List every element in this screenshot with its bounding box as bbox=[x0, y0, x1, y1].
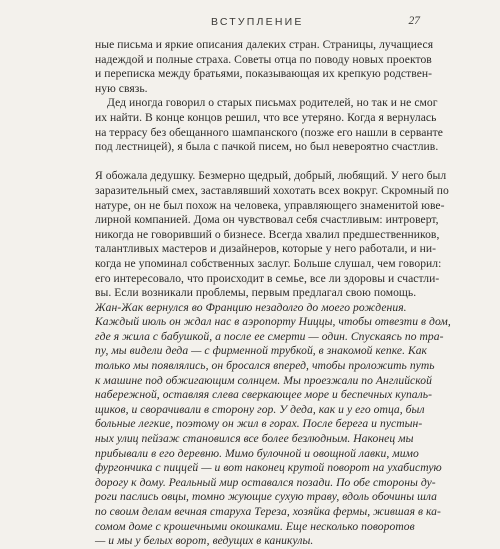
paragraph-1 bbox=[95, 38, 434, 96]
body-text bbox=[95, 38, 451, 549]
text-line: по своим делам вечная старуха Тереза, хозяйка фермы, жившая в ка- bbox=[95, 505, 441, 518]
text-line: дорогу к дому. Реальный мир оставался позади. По обе стороны ду- bbox=[95, 475, 436, 489]
text-line: Жан-Жак вернулся во Францию незадолго до моего рождения. bbox=[95, 300, 407, 314]
page-number: 27 bbox=[408, 15, 420, 27]
text-line: фургончика с пиццей — и вот наконец крутой поворот на ухабистую bbox=[95, 461, 442, 475]
text-line: ные письма и яркие описания далеких стран. Страницы, лучащиеся bbox=[95, 38, 434, 51]
text-line: их найти. В конце концов решил, что все утеряно. Когда я вернулась bbox=[95, 110, 437, 124]
text-line: Дед иногда говорил о старых письмах родителей, но так и не смог bbox=[107, 96, 438, 110]
text-line: щиков, и сворачивали в сторону гор. У деда, как и у его отца, был bbox=[95, 402, 425, 416]
running-header bbox=[95, 14, 420, 34]
text-line: вы. Если возникали проблемы, первым предлагал свою помощь. bbox=[95, 286, 417, 300]
text-line: где я жила с бабушкой, а после ее смерти — один. Спускаясь по тра- bbox=[95, 329, 444, 343]
text-line: на террасу без обещанного шампанского (позже его нашли в серванте bbox=[95, 125, 443, 139]
text-line: набережной, оставляя слева сверкающее море и беспечных купаль- bbox=[95, 388, 432, 402]
text-line: пу, мы видели деда — с фирменной трубкой, в знакомой кепке. Как bbox=[95, 344, 428, 358]
text-line: надеждой и полные страха. Советы отца по поводу новых проектов bbox=[95, 52, 432, 66]
paragraph-4 bbox=[95, 300, 451, 549]
text-line: никогда не говоривший о бизнесе. Всегда хвалил предшественников, bbox=[95, 227, 440, 241]
text-line: прибывали в его деревню. Мимо булочной и овощной лавки, мимо bbox=[95, 446, 419, 460]
text-line: к машине под обжигающим солнцем. Мы проезжали по Английской bbox=[95, 373, 432, 387]
text-line: талантливых мастеров и дизайнеров, которые у него работали, и ни- bbox=[95, 242, 436, 256]
text-line: ных улиц пейзаж становился все более безлюдным. Наконец мы bbox=[95, 432, 414, 446]
section-title: ВСТУПЛЕНИЕ bbox=[211, 16, 304, 28]
text-line: и переписка между братьями, показывающая их крепкую родствен- bbox=[95, 67, 433, 81]
text-line: Каждый июль он ждал нас в аэропорту Ниццы, чтобы отвезти в дом, bbox=[95, 315, 451, 329]
text-line: только мы появлялись, он бросался вперед, чтобы проложить путь bbox=[95, 359, 435, 373]
text-line: заразительный смех, заставлявший хохотать всех вокруг. Скромный по bbox=[95, 183, 449, 197]
text-line: — и мы у белых ворот, ведущих в каникулы. bbox=[95, 534, 314, 548]
text-line: ную связь. bbox=[95, 81, 148, 95]
paragraph-gap bbox=[95, 155, 413, 170]
text-line: когда не упоминал собственных заслуг. Больше слушал, чем говорил: bbox=[95, 256, 442, 270]
text-line: сомом доме с крошечными окошками. Еще несколько поворотов bbox=[95, 519, 415, 533]
text-line: Я обожала дедушку. Безмерно щедрый, добрый, любящий. У него был bbox=[95, 169, 447, 183]
paragraph-2 bbox=[95, 96, 443, 154]
text-line: под лестницей), я была с пачкой писем, но был невероятно счастлив. bbox=[95, 140, 439, 154]
text-line: лирной компанией. Дома он чувствовал себя счастливым: интроверт, bbox=[95, 213, 439, 227]
text-line: больные легкие, поэтому он жил в горах. После берега и пустын- bbox=[95, 417, 423, 431]
text-line: роги паслись овцы, томно жующие сухую траву, вдоль обочины шла bbox=[95, 490, 437, 504]
text-line: натуре, он не был похож на человека, управляющего знаменитой юве- bbox=[95, 198, 445, 212]
paragraph-3 bbox=[95, 169, 449, 300]
text-line: его интересовало, что происходит в семье, все ли здоровы и счастли- bbox=[95, 271, 440, 285]
